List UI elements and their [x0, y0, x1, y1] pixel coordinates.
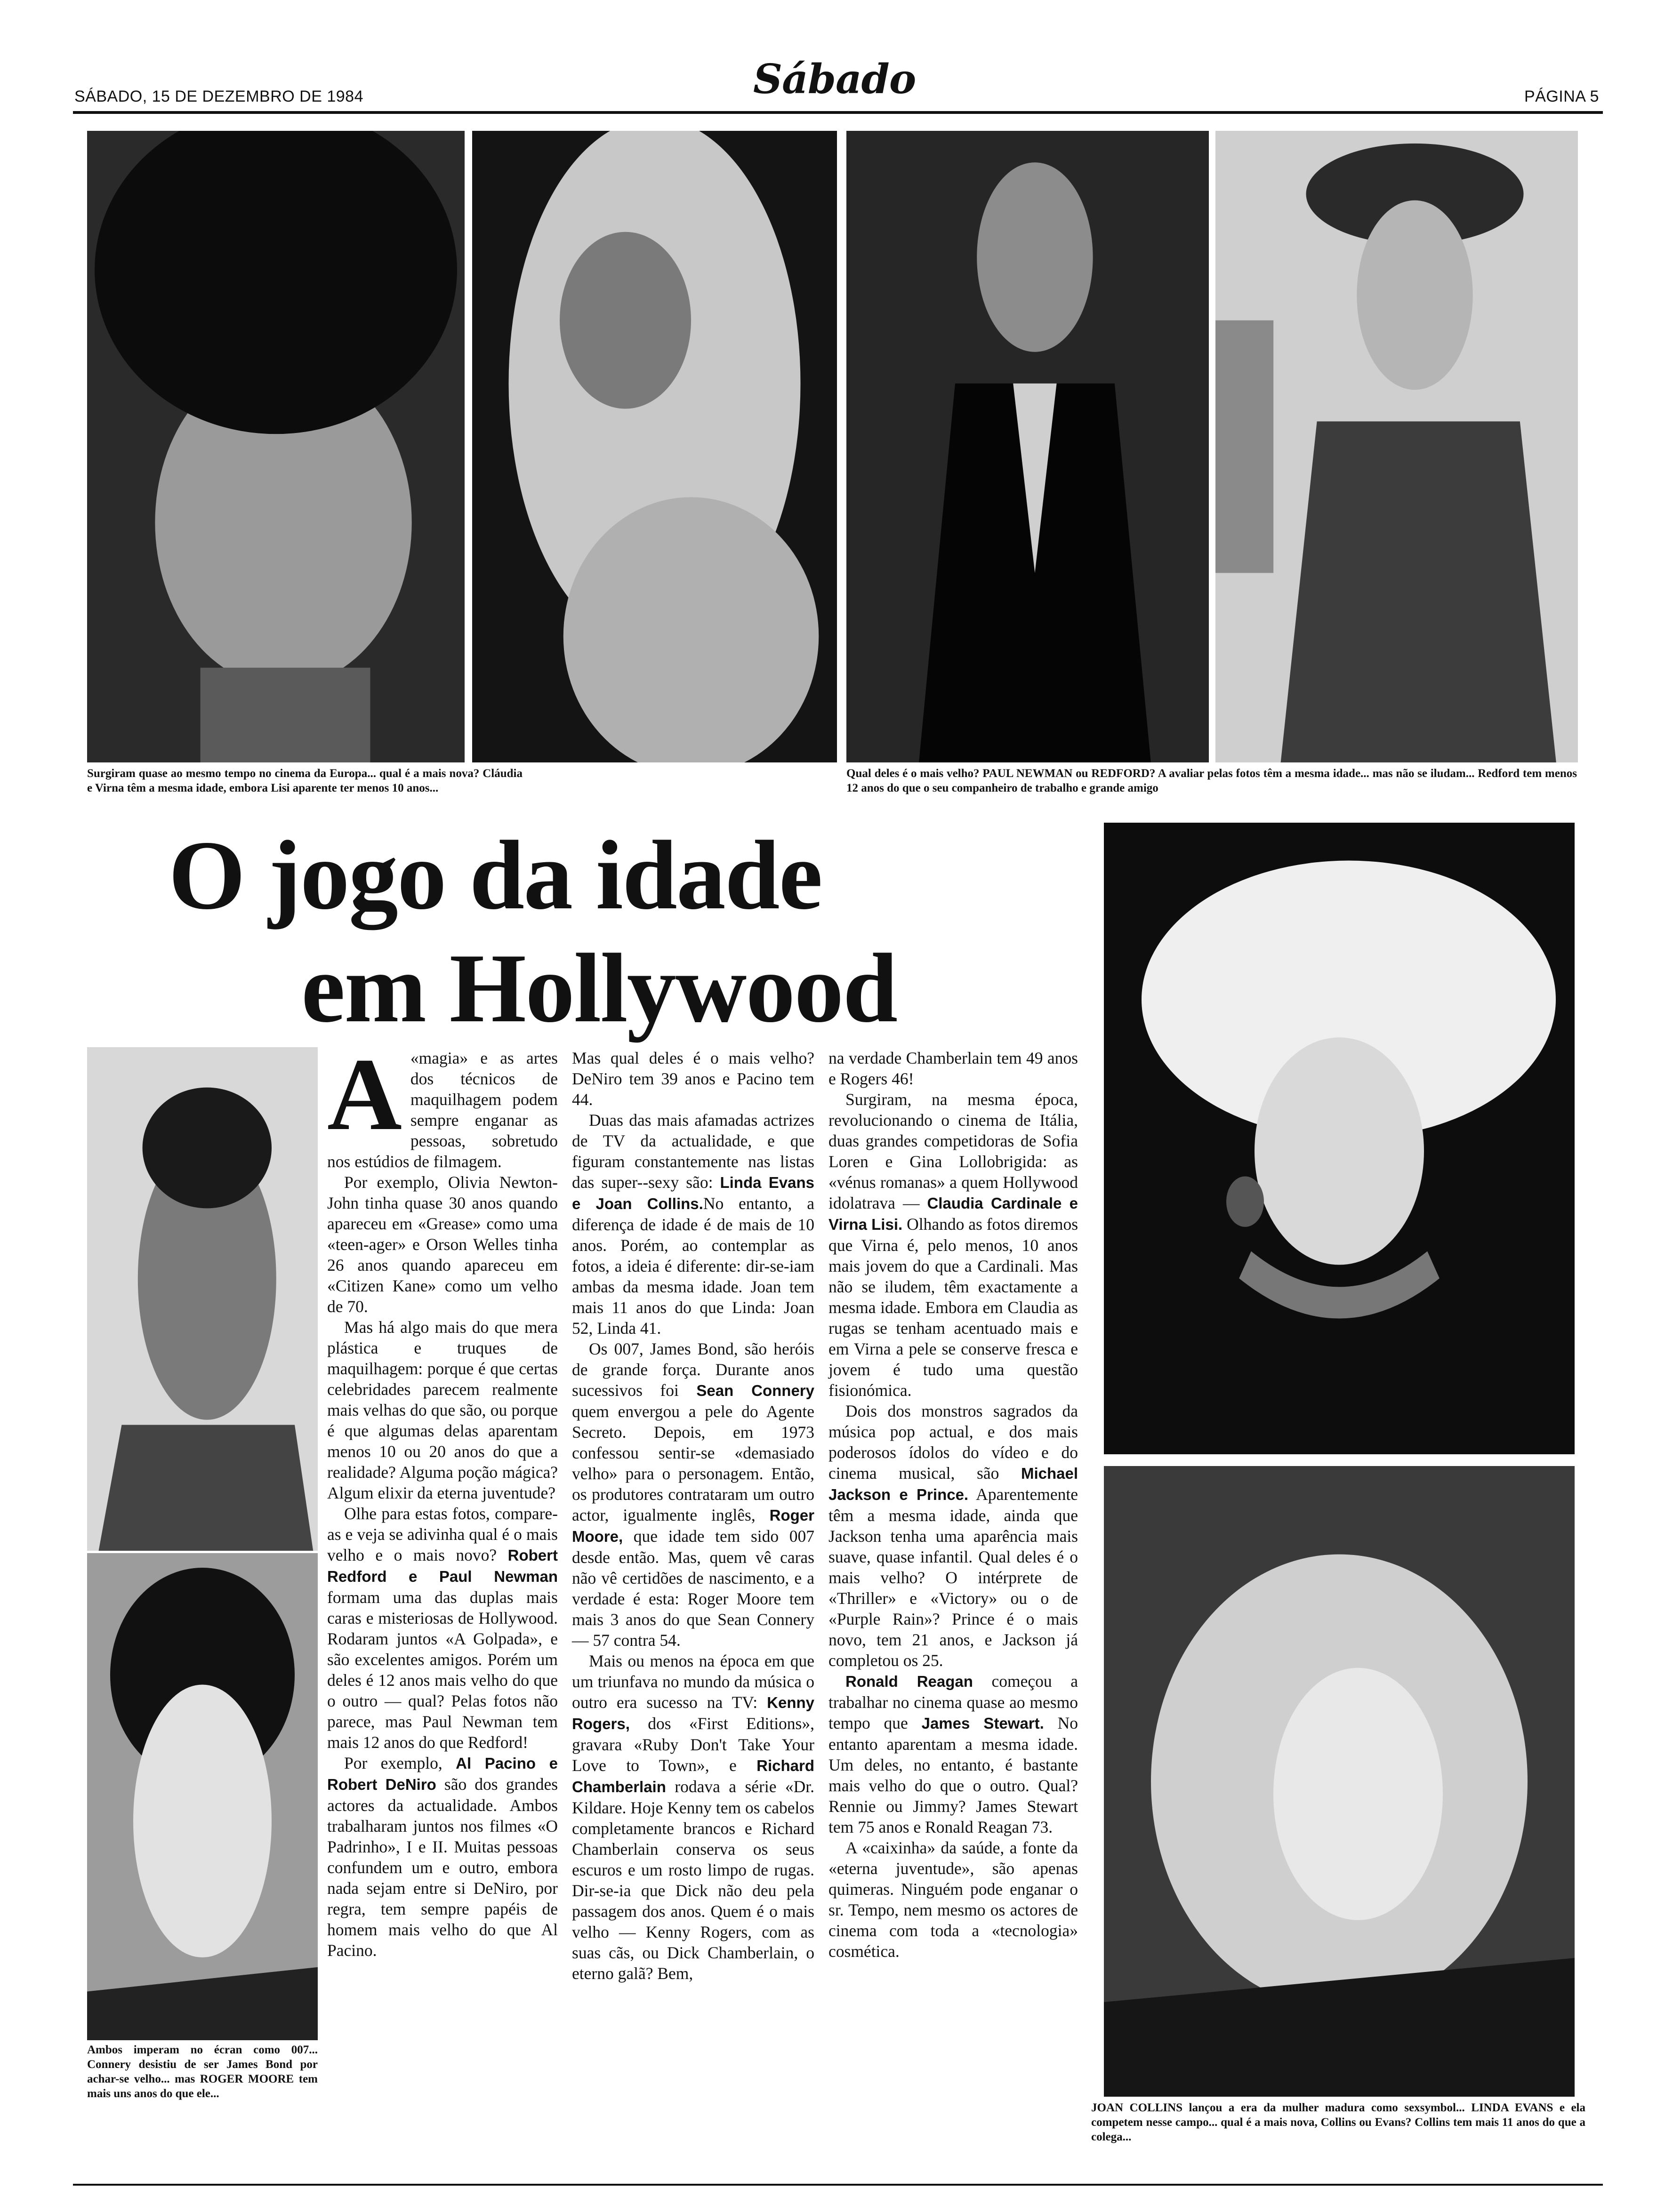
masthead: Sábado: [753, 56, 916, 103]
photo-sean-connery: [87, 1047, 318, 1551]
header-rule: [73, 111, 1603, 114]
drop-cap: A: [327, 1037, 402, 1152]
article-column-3: na verdade Chamberlain tem 49 anos e Rogers 46! Surgiram, na mesma época, revolucionando o cinema de Itália, duas grandes competidoras de Sofia Loren e Gina Lollobrigida: as «vénus romanas» a quem Hollywood idolatrava — Claudia Cardinale e Virna Lisi. Olhando as fotos diremos que Virna é, pelo menos, 10 anos mais jovem do que a Cardinali. Mas não se iludem, têm exactamente a mesma idade. Embora em Claudia as rugas se tenham acentuado mais e em Virna a pele se conserve fresca e jovem é tudo uma questão fisionómica. Dois dos monstros sagrados da música pop actual, e dos mais poderosos ídolos do vídeo e do cinema musical, são Michael Jackson e Prince. Aparentemente têm a mesma idade, ainda que Jackson tenha uma aparência mais suave, quase infantil. Qual deles é o mais velho? O intérprete de «Thriller» e «Victory» ou o de «Purple Rain»? Prince é o mais novo, tem 21 anos, e Jackson já completou os 25. Ronald Reagan começou a trabalhar no cinema quase ao mesmo tempo que James Stewart. No entanto aparentam a mesma idade. Um deles, no entanto, é bastante mais velho do que o outro. Qual? Rennie ou Jimmy? James Stewart tem 75 anos e Ronald Reagan 73. A «caixinha» da saúde, a fonte da «eterna juventude», são apenas quimeras. Ninguém pode enganar o sr. Tempo, nem mesmo os actores de cinema com toda a «tecnologia» cosmética.: [828, 1049, 1078, 1961]
photo-joan-collins: [1104, 1466, 1575, 2097]
caption-top-left: Surgiram quase ao mesmo tempo no cinema da Europa... qual é a mais nova? Cláudia e Virna têm a mesma idade, embora Lisi aparente ter menos 10 anos...: [87, 767, 523, 794]
caption-right: JOAN COLLINS lançou a era da mulher madura como sexsymbol... LINDA EVANS e ela competem nesse campo... qual é a mais nova, Collins ou Evans? Collins tem mais 11 anos do que a colega...: [1091, 2101, 1585, 2143]
page-number: PÁGINA 5: [1524, 88, 1599, 105]
photo-roger-moore: [87, 1553, 318, 2040]
article-column-2: Mas qual deles é o mais velho? DeNiro tem 39 anos e Pacino tem 44. Duas das mais afamadas actrizes de TV da actualidade, e que figuram constantemente nas listas das super--sexy são: Linda Evans e Joan Collins.No entanto, a diferença de idade é de mais de 10 anos. Porém, ao contemplar as fotos, a ideia é diferente: dir-se-iam ambas da mesma idade. Joan tem mais 11 anos do que Linda: Joan 52, Linda 41. Os 007, James Bond, são heróis de grande força. Durante anos sucessivos foi Sean Connery quem envergou a pele do Agente Secreto. Depois, em 1973 confessou sentir-se «demasiado velho» para o personagem. Então, os produtores contrataram um outro actor, igualmente inglês, Roger Moore, que idade tem sido 007 desde então. Mas, quem vê caras não vê certidões de nascimento, e a verdade é esta: Roger Moore tem mais 3 anos do que Sean Connery — 57 contra 54. Mais ou menos na época em que um triunfava no mundo da música o outro era sucesso na TV: Kenny Rogers, dos «First Editions», gravara «Ruby Don't Take Your Love to Town», e Richard Chamberlain rodava a série «Dr. Kildare. Hoje Kenny tem os cabelos completamente brancos e Richard Chamberlain conserva os seus escuros e um rosto limpo de rugas. Dir-se-ia que Dick não deu pela passagem dos anos. Quem é o mais velho — Kenny Rogers, com as suas cãs, ou Dick Chamberlain, o eterno galã? Bem,: [572, 1049, 815, 1983]
photo-linda-evans: [1104, 823, 1575, 1454]
headline-line2: em Hollywood: [301, 934, 897, 1043]
headline-line1: O jogo da idade: [169, 821, 822, 930]
photo-virna-lisi: [472, 131, 837, 762]
footer-rule: [73, 2184, 1603, 2186]
issue-date: SÁBADO, 15 DE DEZEMBRO DE 1984: [74, 88, 363, 105]
photo-robert-redford: [1215, 131, 1578, 762]
photo-claudia-cardinale: [87, 131, 465, 762]
caption-left: Ambos imperam no écran como 007... Connery desistiu de ser James Bond por achar-se velho... mas ROGER MOORE tem mais uns anos do que ele...: [87, 2044, 318, 2100]
photo-paul-newman: [846, 131, 1209, 762]
caption-top-right: Qual deles é o mais velho? PAUL NEWMAN ou REDFORD? A avaliar pelas fotos têm a mesma idade... mas não se iludam... Redford tem menos 12 anos do que o seu companheiro de trabalho e grande amigo: [846, 767, 1577, 794]
article-column-1: A «magia» e as artes dos técnicos de maquilhagem podem sempre enganar as pessoas, sobretudo nos estúdios de filmagem. Por exemplo, Olivia Newton-John tinha quase 30 anos quando apareceu em «Grease» como uma «teen-ager» e Orson Welles tinha 26 anos quando apareceu em «Citizen Kane» como um velho de 70. Mas há algo mais do que mera plástica e truques de maquilhagem: porque é que certas celebridades parecem realmente mais velhas do que são, ou porque é que algumas delas aparentam menos 10 ou 20 anos do que a realidade? Alguma poção mágica? Algum elixir da eterna juventude? Olhe para estas fotos, compare-as e veja se adivinha qual é o mais velho e o mais novo? Robert Redford e Paul Newman formam uma das duplas mais caras e misteriosas de Hollywood. Rodaram juntos «A Golpada», e são excelentes amigos. Porém um deles é 12 anos mais velho do que o outro — qual? Pelas fotos não parece, mas Paul Newman tem mais 12 anos do que Redford! Por exemplo, Al Pacino e Robert DeNiro são dos grandes actores da actualidade. Ambos trabalharam juntos nos filmes «O Padrinho», I e II. Muitas pessoas confundem um e outro, embora nada sejam entre si DeNiro, por regra, tem sempre papéis de homem mais velho do que Al Pacino.: [327, 1037, 558, 1960]
